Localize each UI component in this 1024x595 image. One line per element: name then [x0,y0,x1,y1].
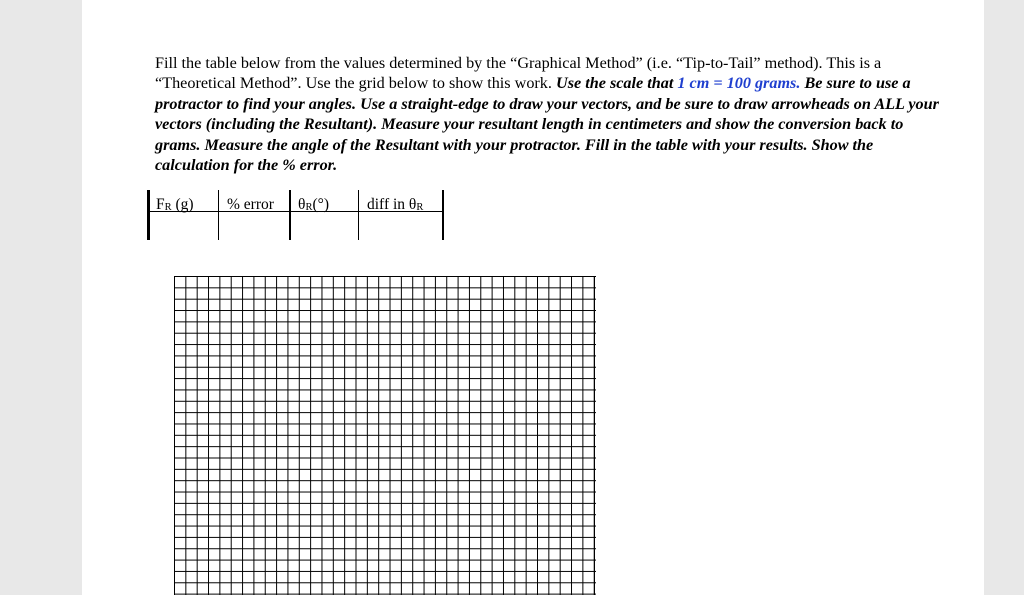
table-col-divider-3 [358,190,359,240]
scale-value: 1 cm = 100 grams. [677,74,801,93]
table-col-divider-1 [218,190,219,240]
instructions-paragraph [155,53,945,175]
graph-paper-grid [174,276,596,595]
results-table [147,190,444,240]
header-angle-difference: diff in $\theta_R$ [367,196,424,213]
table-left-border [147,190,150,240]
header-resultant-angle: $\theta_R(^\circ)$ [298,196,329,213]
instructions-line-1: Fill the table below from the values determined by the “Graphical Method” (i.e. “Tip-to-Tail” method). [155,54,823,72]
header-percent-error: % error [227,196,274,213]
header-resultant-force: $F_R$ (g) [156,196,194,213]
table-right-border [442,190,444,240]
instructions-line-2: This is a “Theoretical Method”. Use the grid below to show this work. [155,54,882,93]
instructions-steps: Be sure to use a protractor to find your angles. Use a straight-edge to draw your vectors, and be sure to draw arrowheads on ALL your vectors (including the Resultant). Measure your resultant length in centimeters and show the conversion back to grams. Measure the angle of the Resultant with your protractor. Fill in the table with your results. Show the calculation for the % error. [155,74,939,175]
graph-paper-grid-edge [594,276,595,595]
document-page [82,0,984,595]
table-col-divider-2 [289,190,291,240]
scale-intro: Use the scale that [556,74,678,93]
